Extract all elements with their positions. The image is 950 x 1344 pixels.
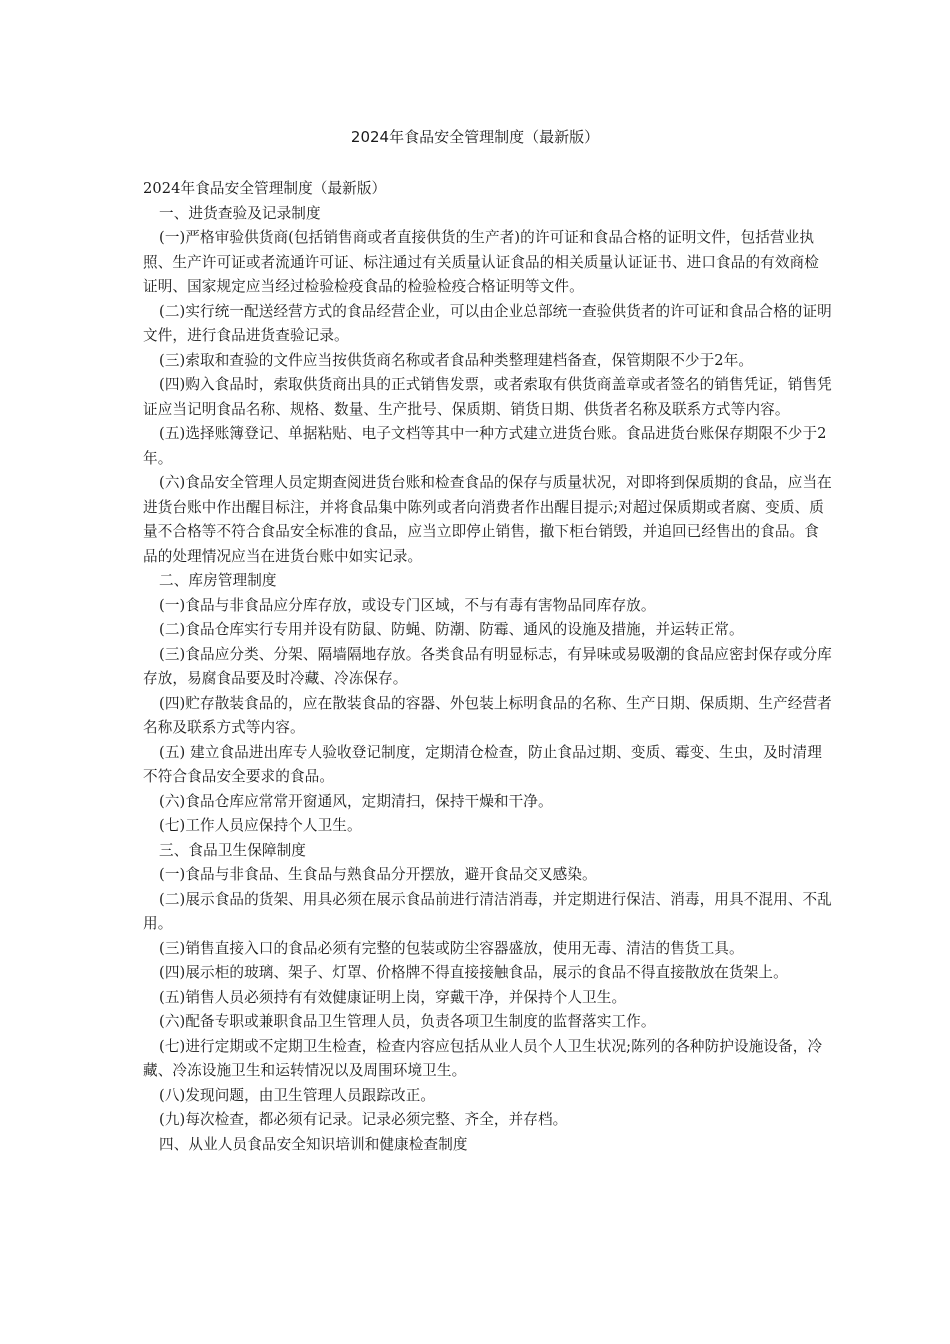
document-paragraph: 二、库房管理制度 [159, 572, 277, 589]
document-paragraph: (六)配备专职或兼职食品卫生管理人员，负责各项卫生制度的监督落实工作。 [159, 1013, 656, 1030]
document-paragraph: (一)食品与非食品、生食品与熟食品分开摆放，避开食品交叉感染。 [159, 866, 597, 883]
document-paragraph: (一)严格审验供货商(包括销售商或者直接供货的生产者)的许可证和食品合格的证明文件，包括营业执照、生产许可证或者流通许可证、标注通过有关质量认证食品的相关质量认证证书、进口食品的有效商检证明、国家规定应当经过检验检疫食品的检验检疫合格证明等文件。 [143, 229, 819, 295]
document-paragraph: (七)进行定期或不定期卫生检查，检查内容应包括从业人员个人卫生状况;陈列的各种防护设施设备，冷藏、冷冻设施卫生和运转情况以及周围环境卫生。 [143, 1037, 823, 1079]
document-paragraph: (三)索取和查验的文件应当按供货商名称或者食品种类整理建档备查，保管期限不少于2年。 [159, 351, 754, 369]
document-paragraph: (五) 建立食品进出库专人验收登记制度，定期清仓检查，防止食品过期、变质、霉变、生虫，及时清理不符合食品安全要求的食品。 [143, 743, 822, 785]
document-paragraph: (五)销售人员必须持有有效健康证明上岗，穿戴干净，并保持个人卫生。 [159, 988, 627, 1006]
document-paragraph: (五)选择账簿登记、单据粘贴、电子文档等其中一种方式建立进货台账。食品进货台账保存期限不少于2年。 [143, 425, 827, 467]
document-paragraph: 2024年食品安全管理制度（最新版） [143, 180, 387, 197]
document-paragraph: (四)购入食品时，索取供货商出具的正式销售发票，或者索取有供货商盖章或者签名的销售凭证，销售凭证应当记明食品名称、规格、数量、生产批号、保质期、销货日期、供货者名称及联系方式等内容。 [143, 376, 832, 418]
document-paragraph: (八)发现问题，由卫生管理人员跟踪改正。 [159, 1086, 436, 1104]
document-paragraph: (九)每次检查，都必须有记录。记录必须完整、齐全，并存档。 [159, 1111, 568, 1128]
document-paragraph: (四)贮存散装食品的，应在散装食品的容器、外包装上标明食品的名称、生产日期、保质期、生产经营者名称及联系方式等内容。 [143, 694, 832, 736]
document-title: 2024年食品安全管理制度（最新版） [350, 128, 600, 146]
document-paragraph: (三)销售直接入口的食品必须有完整的包装或防尘容器盛放，使用无毒、清洁的售货工具。 [159, 939, 744, 957]
document-paragraph: (六)食品仓库应常常开窗通风，定期清扫，保持干燥和干净。 [159, 792, 553, 810]
document-paragraph: 一、进货查验及记录制度 [159, 204, 321, 222]
document-paragraph: (三)食品应分类、分架、隔墙隔地存放。各类食品有明显标志，有异味或易吸潮的食品应密封保存或分库存放，易腐食品要及时冷藏、冷冻保存。 [143, 645, 832, 687]
document-paragraph: (二)展示食品的货架、用具必须在展示食品前进行清洁消毒，并定期进行保洁、消毒，用具不混用、不乱用。 [143, 890, 832, 932]
document-body [143, 177, 833, 1157]
document-paragraph: (二)实行统一配送经营方式的食品经营企业，可以由企业总部统一查验供货者的许可证和食品合格的证明文件，进行食品进货查验记录。 [143, 302, 832, 344]
document-paragraph: (六)食品安全管理人员定期查阅进货台账和检查食品的保存与质量状况，对即将到保质期的食品，应当在进货台账中作出醒目标注，并将食品集中陈列或者向消费者作出醒目提示;对超过保质期或者腐、变质、质量不合格等不符合食品安全标准的食品，应当立即停止销售，撤下柜台销毁，并追回已经售出的食品。食品的处理情况应当在进货台账中如实记录。 [143, 474, 832, 565]
document-paragraph: (四)展示柜的玻璃、架子、灯罩、价格牌不得直接接触食品，展示的食品不得直接散放在货架上。 [159, 964, 788, 981]
document-paragraph: 三、食品卫生保障制度 [159, 841, 306, 859]
document-paragraph: 四、从业人员食品安全知识培训和健康检查制度 [159, 1135, 468, 1153]
document-paragraph: (一)食品与非食品应分库存放，或设专门区域，不与有毒有害物品同库存放。 [159, 596, 656, 614]
document-paragraph: (七)工作人员应保持个人卫生。 [159, 817, 362, 834]
document-paragraph: (二)食品仓库实行专用并设有防鼠、防蝇、防潮、防霉、通风的设施及措施，并运转正常。 [159, 621, 744, 638]
